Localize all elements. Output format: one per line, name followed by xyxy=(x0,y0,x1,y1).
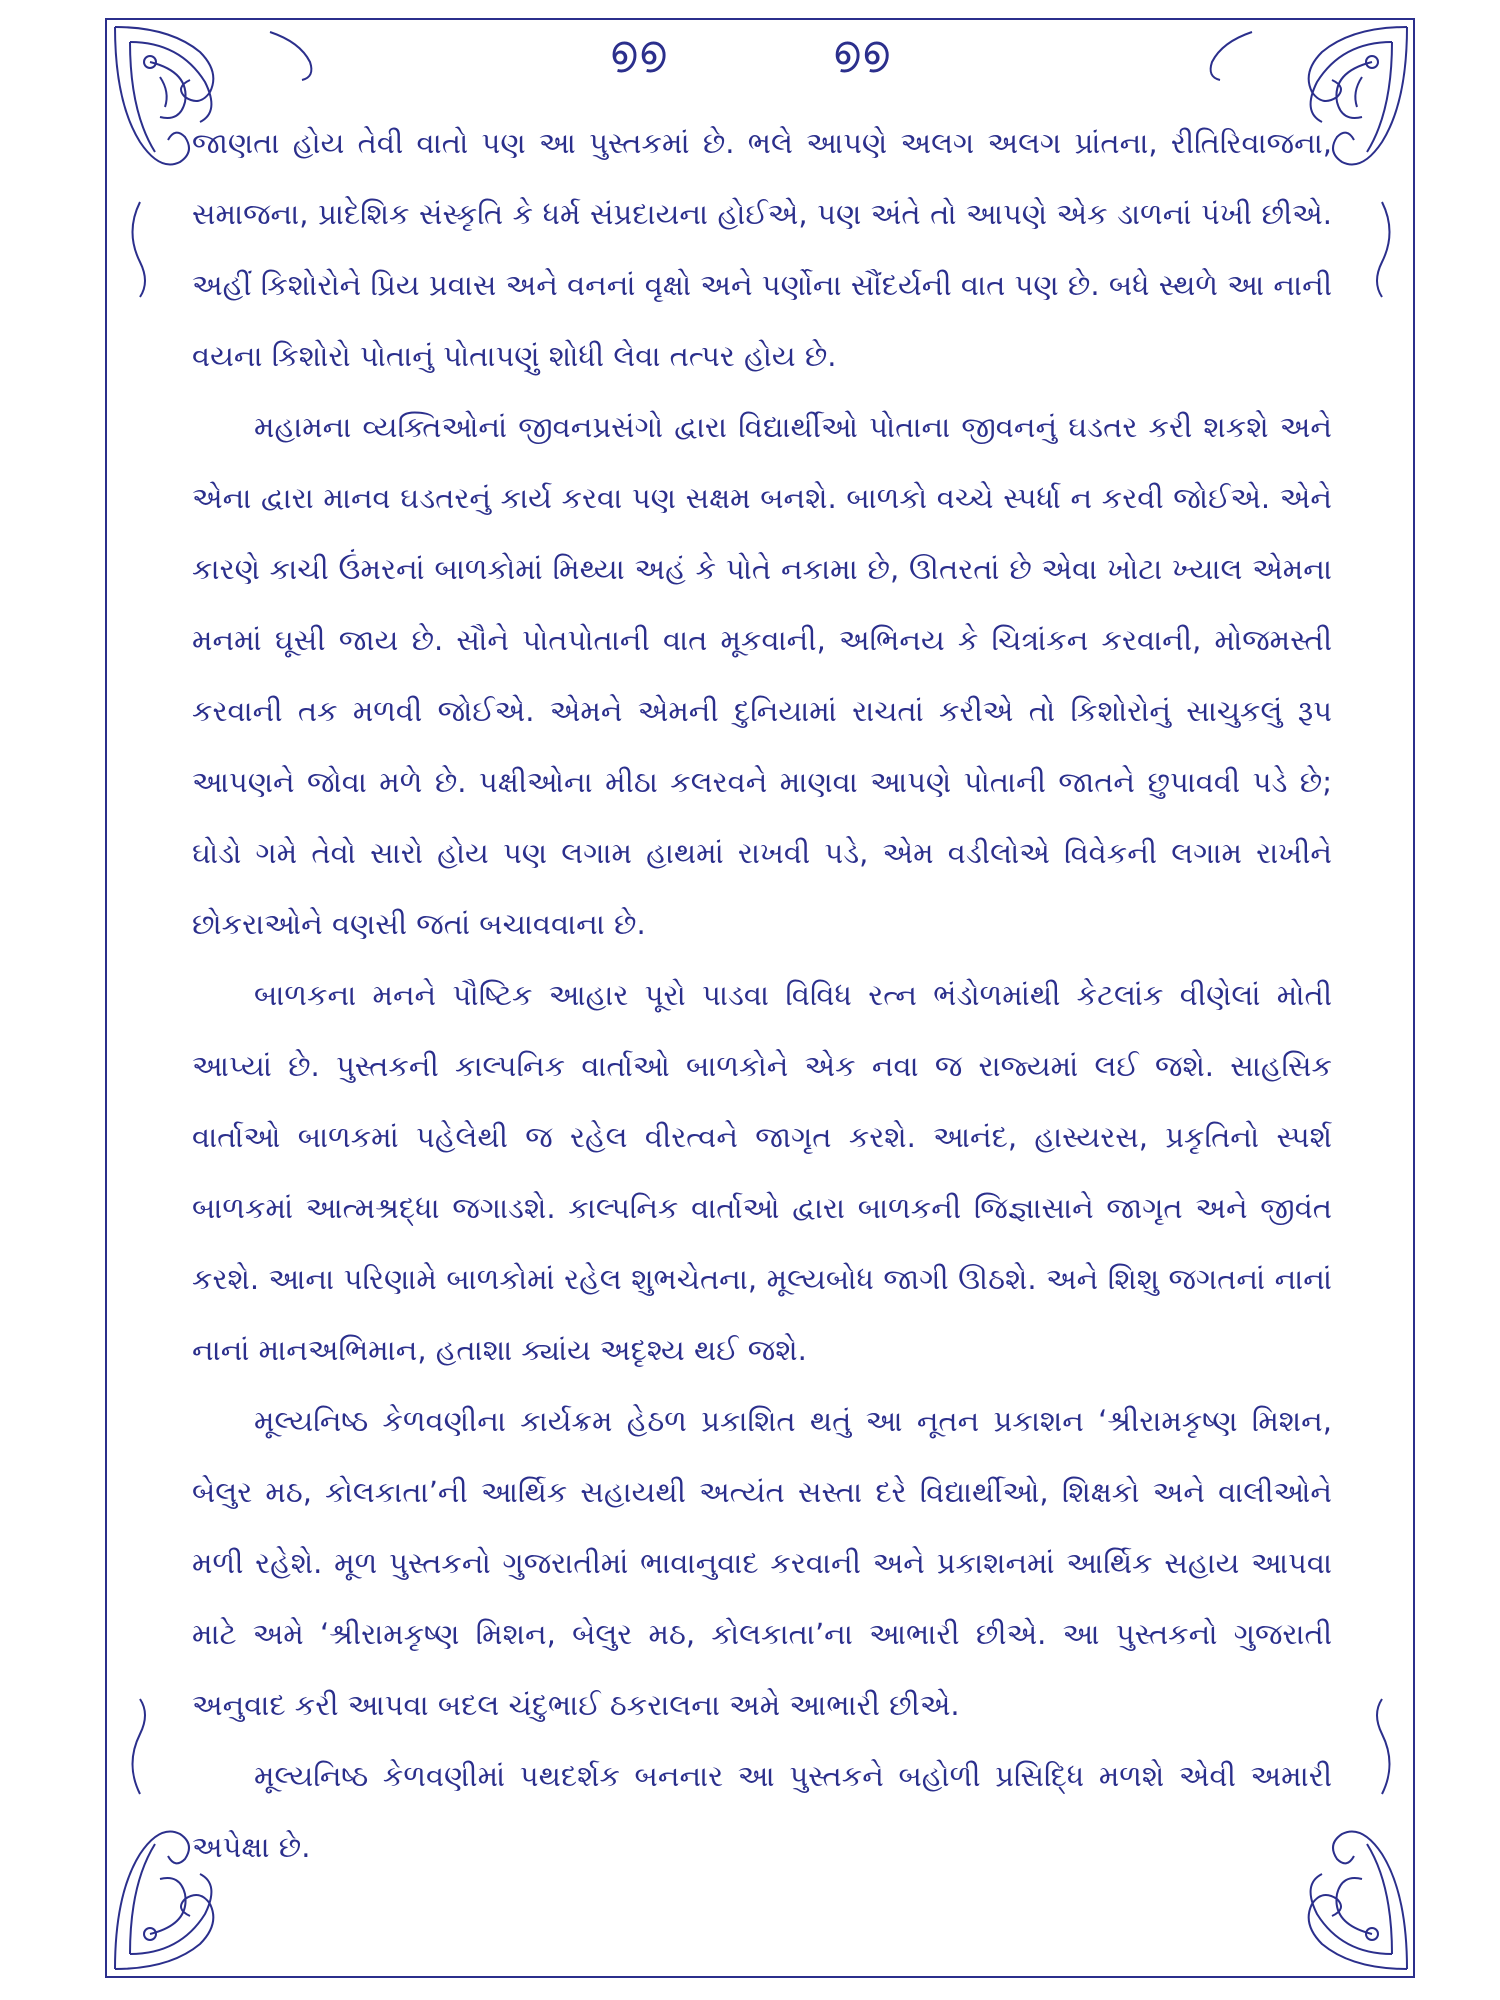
paragraph-3: બાળકના મનને પૌષ્ટિક આહાર પૂરો પાડવા વિવિધ રત્ન ભંડોળમાંથી કેટલાંક વીણેલાં મોતી આપ્યાં છે. પુસ્તકની કાલ્પનિક વાર્તાઓ બાળકોને એક નવા જ રાજ્યમાં લઈ જશે. સાહસિક વાર્તાઓ બાળકમાં પહેલેથી જ રહેલ વીરત્વને જાગૃત કરશે. આનંદ, હાસ્યરસ, પ્રકૃતિનો સ્પર્શ બાળકમાં આત્મશ્રદ્ધા જગાડશે. કાલ્પનિક વાર્તાઓ દ્વારા બાળકની જિજ્ઞાસાને જાગૃત અને જીવંત કરશે. આના પરિણામે બાળકોમાં રહેલ શુભચેતના, મૂલ્યબોધ જાગી ઊઠશે. અને શિશુ જગતનાં નાનાં નાનાં માનઅભિમાન, હતાશા ક્યાંય અદૃશ્ય થઈ જશે. xyxy=(192,978,1332,1367)
body-text xyxy=(192,108,1332,1883)
page-number-right: ൭൭ xyxy=(832,28,891,74)
paragraph-1: જાણતા હોય તેવી વાતો પણ આ પુસ્તકમાં છે. ભલે આપણે અલગ અલગ પ્રાંતના, રીતિરિવાજના, સમાજના, પ્રાદેશિક સંસ્કૃતિ કે ધર્મ સંપ્રદાયના હોઈએ, પણ અંતે તો આપણે એક ડાળનાં પંખી છીએ. અહીં કિશોરોને પ્રિય પ્રવાસ અને વનનાં વૃક્ષો અને પર્ણોના સૌંદર્યની વાત પણ છે. બધે સ્થળે આ નાની વયના કિશોરો પોતાનું પોતાપણું શોધી લેવા તત્પર હોય છે. xyxy=(192,126,1332,373)
paragraph-5: મૂલ્યનિષ્ઠ કેળવણીમાં પથદર્શક બનનાર આ પુસ્તકને બહોળી પ્રસિદ્ધિ મળશે એવી અમારી અપેક્ષા છે. xyxy=(192,1759,1332,1864)
page-number xyxy=(0,28,1500,74)
paragraph-2: મહામના વ્યક્તિઓનાં જીવનપ્રસંગો દ્વારા વિદ્યાર્થીઓ પોતાના જીવનનું ઘડતર કરી શકશે અને એના દ્વારા માનવ ઘડતરનું કાર્ય કરવા પણ સક્ષમ બનશે. બાળકો વચ્ચે સ્પર્ધા ન કરવી જોઈએ. એને કારણે કાચી ઉંમરનાં બાળકોમાં મિથ્યા અહં કે પોતે નકામા છે, ઊતરતાં છે એવા ખોટા ખ્યાલ એમના મનમાં ઘૂસી જાય છે. સૌને પોતપોતાની વાત મૂકવાની, અભિનય કે ચિત્રાંકન કરવાની, મોજમસ્તી કરવાની તક મળવી જોઈએ. એમને એમની દુનિયામાં રાચતાં કરીએ તો કિશોરોનું સાચુકલું રૂપ આપણને જોવા મળે છે. પક્ષીઓના મીઠા કલરવને માણવા આપણે પોતાની જાતને છુપાવવી પડે છે; ઘોડો ગમે તેવો સારો હોય પણ લગામ હાથમાં રાખવી પડે, એમ વડીલોએ વિવેકની લગામ રાખીને છોકરાઓને વણસી જતાં બચાવવાના છે. xyxy=(192,410,1332,941)
paragraph-4: મૂલ્યનિષ્ઠ કેળવણીના કાર્યક્રમ હેઠળ પ્રકાશિત થતું આ નૂતન પ્રકાશન ‘શ્રીરામકૃષ્ણ મિશન, બેલુર મઠ, કોલકાતા’ની આર્થિક સહાયથી અત્યંત સસ્તા દરે વિદ્યાર્થીઓ, શિક્ષકો અને વાલીઓને મળી રહેશે. મૂળ પુસ્તકનો ગુજરાતીમાં ભાવાનુવાદ કરવાની અને પ્રકાશનમાં આર્થિક સહાય આપવા માટે અમે ‘શ્રીરામકૃષ્ણ મિશન, બેલુર મઠ, કોલકાતા’ના આભારી છીએ. આ પુસ્તકનો ગુજરાતી અનુવાદ કરી આપવા બદલ ચંદુભાઈ ઠકરાલના અમે આભારી છીએ. xyxy=(192,1404,1332,1722)
page-number-left: ൭൭ xyxy=(609,28,668,74)
